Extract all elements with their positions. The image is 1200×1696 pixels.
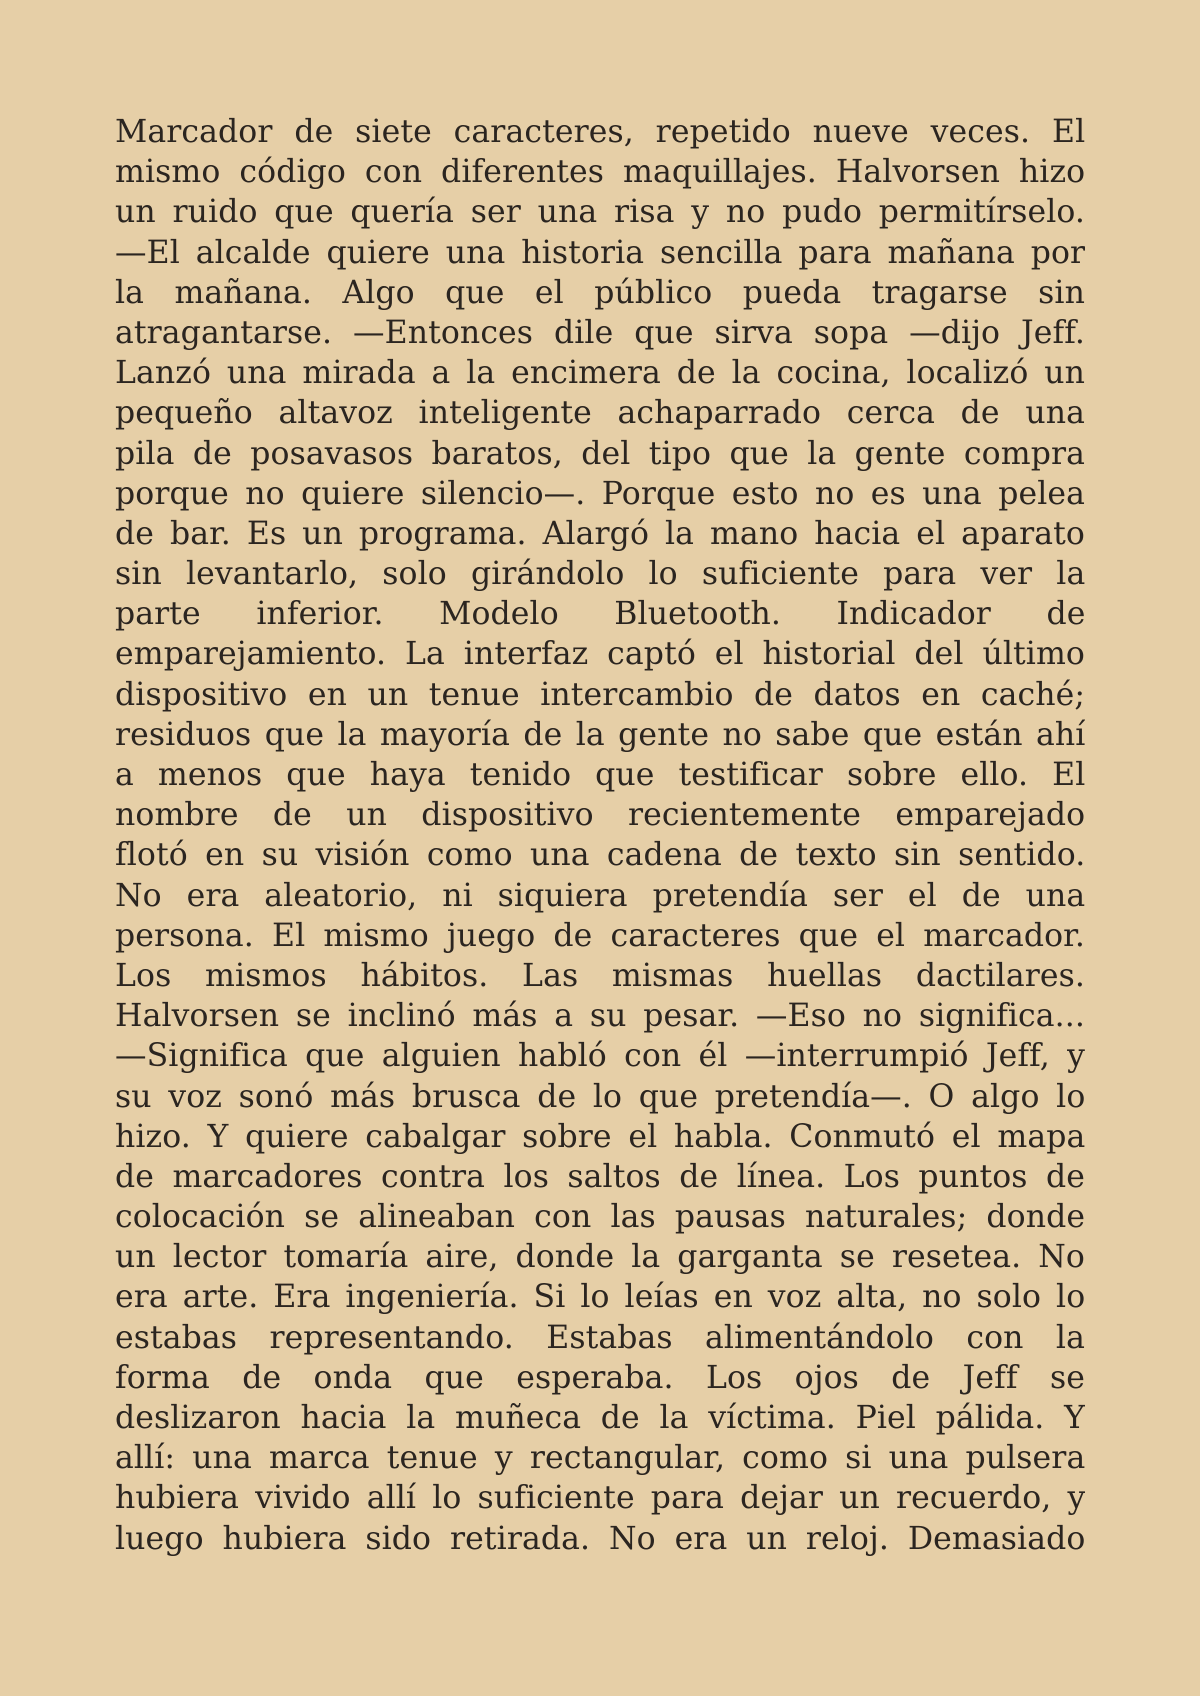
text-line: —El alcalde quiere una historia sencilla para mañana por bbox=[115, 234, 1085, 271]
text-line: sin levantarlo, solo girándolo lo suficiente para ver la bbox=[115, 556, 1085, 593]
text-line: un ruido que quería ser una risa y no pudo permitírselo. bbox=[115, 194, 1085, 231]
text-line: Halvorsen se inclinó más a su pesar. —Eso no significa... bbox=[115, 998, 1085, 1035]
text-line: colocación se alineaban con las pausas naturales; donde bbox=[115, 1199, 1085, 1236]
text-line: su voz sonó más brusca de lo que pretendía—. O algo lo bbox=[115, 1078, 1085, 1115]
text-line: deslizaron hacia la muñeca de la víctima. Piel pálida. Y bbox=[115, 1400, 1085, 1436]
text-line: pila de posavasos baratos, del tipo que la gente compra bbox=[115, 435, 1085, 472]
text-line: la mañana. Algo que el público pueda tragarse sin bbox=[115, 274, 1085, 311]
text-line: hubiera vivido allí lo suficiente para dejar un recuerdo, y bbox=[115, 1480, 1085, 1517]
text-line: pequeño altavoz inteligente achaparrado cerca de una bbox=[115, 395, 1085, 432]
text-line: porque no quiere silencio—. Porque esto no es una pelea bbox=[115, 475, 1085, 512]
body-text bbox=[115, 112, 1085, 1559]
page-body bbox=[115, 112, 1085, 1592]
text-line: flotó en su visión como una cadena de texto sin sentido. bbox=[115, 837, 1085, 874]
text-line: emparejamiento. La interfaz captó el historial del último bbox=[115, 636, 1085, 673]
text-line: nombre de un dispositivo recientemente emparejado bbox=[115, 797, 1085, 834]
text-line: hizo. Y quiere cabalgar sobre el habla. Conmutó el mapa bbox=[115, 1118, 1085, 1155]
text-line: era arte. Era ingeniería. Si lo leías en voz alta, no solo lo bbox=[115, 1279, 1085, 1316]
text-line: persona. El mismo juego de caracteres que el marcador. bbox=[115, 917, 1085, 954]
text-line: estabas representando. Estabas alimentándolo con la bbox=[115, 1319, 1085, 1356]
text-line: residuos que la mayoría de la gente no sabe que están ahí bbox=[115, 716, 1085, 753]
text-line: un lector tomaría aire, donde la garganta se resetea. No bbox=[115, 1239, 1085, 1276]
text-line: luego hubiera sido retirada. No era un reloj. Demasiado bbox=[115, 1520, 1085, 1557]
text-line: de bar. Es un programa. Alargó la mano hacia el aparato bbox=[115, 515, 1085, 552]
text-line: dispositivo en un tenue intercambio de datos en caché; bbox=[115, 676, 1085, 713]
text-line: No era aleatorio, ni siquiera pretendía ser el de una bbox=[115, 877, 1085, 914]
text-line: a menos que haya tenido que testificar sobre ello. El bbox=[115, 757, 1085, 793]
text-line: —Significa que alguien habló con él —interrumpió Jeff, y bbox=[115, 1038, 1085, 1075]
text-line: Lanzó una mirada a la encimera de la cocina, localizó un bbox=[115, 355, 1085, 392]
text-line: forma de onda que esperaba. Los ojos de Jeff se bbox=[115, 1359, 1085, 1396]
text-line: mismo código con diferentes maquillajes. Halvorsen hizo bbox=[115, 154, 1085, 191]
text-line: atragantarse. —Entonces dile que sirva sopa —dijo Jeff. bbox=[115, 314, 1085, 351]
text-line: Los mismos hábitos. Las mismas huellas dactilares. bbox=[115, 957, 1085, 994]
text-line: de marcadores contra los saltos de línea. Los puntos de bbox=[115, 1158, 1085, 1195]
text-line: allí: una marca tenue y rectangular, como si una pulsera bbox=[115, 1440, 1085, 1477]
text-line: parte inferior. Modelo Bluetooth. Indicador de bbox=[115, 596, 1085, 633]
text-line: Marcador de siete caracteres, repetido nueve veces. El bbox=[115, 114, 1085, 150]
